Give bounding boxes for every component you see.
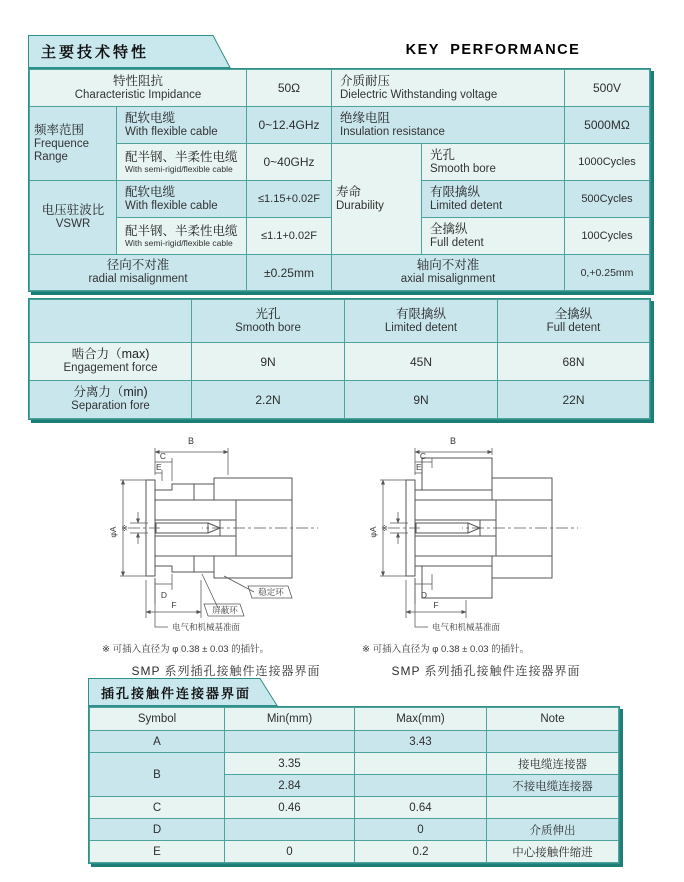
cell-en: With flexible cable xyxy=(125,199,218,212)
max-cell xyxy=(355,775,487,797)
force-value: 2.2N xyxy=(192,381,345,419)
cell-en: With flexible cable xyxy=(125,125,218,138)
table-row xyxy=(90,753,619,775)
min-cell: 3.35 xyxy=(225,753,355,775)
cell-zh: 有限擒纵 xyxy=(430,184,481,199)
cell-zh: 绝缘电阻 xyxy=(340,110,391,125)
spec-cell xyxy=(332,70,565,107)
spec-value: 500V xyxy=(565,70,650,107)
min-cell: 0 xyxy=(225,841,355,863)
spec-cell xyxy=(117,107,247,144)
interface-table xyxy=(89,707,619,863)
max-cell: 0 xyxy=(355,819,487,841)
col-header: Max(mm) xyxy=(355,708,487,731)
dim-label-d: D xyxy=(160,590,168,600)
interface-title: 插孔接触件连接器界面 xyxy=(101,685,252,701)
cell-en: Limited detent xyxy=(384,321,458,334)
cell-en: VSWR xyxy=(55,218,91,231)
spec-value: 500Cycles xyxy=(565,181,650,218)
spec-value: 5000MΩ xyxy=(565,107,650,144)
min-cell: 0.46 xyxy=(225,797,355,819)
force-value: 45N xyxy=(345,343,498,381)
cell-zh: 配软电缆 xyxy=(125,110,176,125)
dim-label-b: B xyxy=(187,436,195,446)
connector-cross-section-right xyxy=(356,428,616,633)
cell-zh: 特性阻抗 xyxy=(112,73,163,88)
connector-drawing-right-block xyxy=(356,428,616,679)
spec-value: ≤1.1+0.02F xyxy=(247,218,332,255)
spec-value: 0~40GHz xyxy=(247,144,332,181)
col-header xyxy=(345,300,498,343)
max-cell: 0.2 xyxy=(355,841,487,863)
table-row xyxy=(90,841,619,863)
dim-label-e: E xyxy=(156,462,162,472)
max-cell xyxy=(355,753,487,775)
spec-cell xyxy=(332,144,422,255)
spec-table-wrap xyxy=(28,68,651,292)
note-cell: 中心接触件缩进 xyxy=(487,841,619,863)
cell-en: Smooth bore xyxy=(430,162,496,175)
cell-zh: 全擒纵 xyxy=(430,221,468,236)
drawing-note: ※ 可插入直径为 φ 0.38 ± 0.03 的插针。 xyxy=(102,644,270,655)
stabilizer-ring-label: 稳定环 xyxy=(258,587,284,597)
table-row xyxy=(90,731,619,753)
drawing-caption: SMP 系列插孔接触件连接器界面 xyxy=(131,664,321,678)
cell-zh: 频率范围 xyxy=(34,122,85,137)
spec-cell xyxy=(332,107,565,144)
table-row xyxy=(30,300,650,343)
force-table-wrap xyxy=(28,298,651,420)
spec-cell xyxy=(422,144,565,181)
dim-label-c: C xyxy=(419,451,427,461)
cell-zh: 介质耐压 xyxy=(340,73,391,88)
row-header xyxy=(30,343,192,381)
cell-en: Full detent xyxy=(430,236,484,249)
symbol-cell: B xyxy=(90,753,225,797)
cell-zh: 配半钢、半柔性电缆 xyxy=(125,149,238,164)
spec-cell xyxy=(30,181,117,255)
dim-label-star: ※ xyxy=(121,524,128,533)
table-row xyxy=(90,797,619,819)
cell-en: With semi-rigid/flexible cable xyxy=(125,237,233,248)
force-table xyxy=(29,299,650,419)
cell-en: axial misalignment xyxy=(400,273,496,286)
cell-en: Engagement force xyxy=(63,362,158,375)
cell-en: With semi-rigid/flexible cable xyxy=(125,163,233,174)
dim-label-f: F xyxy=(171,600,177,610)
cell-zh: 配软电缆 xyxy=(125,184,176,199)
cell-en: Dielectric Withstanding voltage xyxy=(340,88,498,101)
cell-zh: 光孔 xyxy=(430,147,456,162)
dim-label-phi-a: φA xyxy=(108,526,118,538)
symbol-cell: E xyxy=(90,841,225,863)
drawing-caption: SMP 系列插孔接触件连接器界面 xyxy=(391,664,581,678)
spec-cell xyxy=(422,218,565,255)
cell-zh: 电压驻波比 xyxy=(41,203,105,218)
table-row xyxy=(90,708,619,731)
force-value: 9N xyxy=(192,343,345,381)
col-header xyxy=(498,300,650,343)
table-row xyxy=(30,343,650,381)
dim-label-star: ※ xyxy=(381,524,388,533)
dim-label-phi-a: φA xyxy=(368,526,378,538)
cell-zh: 配半钢、半柔性电缆 xyxy=(125,223,238,238)
cell-zh: 轴向不对准 xyxy=(416,258,480,273)
drawing-note: ※ 可插入直径为 φ 0.38 ± 0.03 的插针。 xyxy=(362,644,530,655)
table-row xyxy=(30,70,650,107)
row-header xyxy=(30,381,192,419)
min-cell: 2.84 xyxy=(225,775,355,797)
col-header: Min(mm) xyxy=(225,708,355,731)
dim-label-f: F xyxy=(433,600,439,610)
col-header: Note xyxy=(487,708,619,731)
cell-zh: 分离力（min) xyxy=(73,385,148,400)
connector-drawing-left-block xyxy=(96,428,356,679)
cell-en: Full detent xyxy=(546,321,601,334)
cell-en: Frequence Range xyxy=(34,137,89,163)
table-row xyxy=(30,107,650,144)
key-performance-heading: KEY PERFORMANCE xyxy=(405,42,581,58)
note-cell xyxy=(487,797,619,819)
spec-cell xyxy=(117,218,247,255)
datum-plane-label: 电气和机械基准面 xyxy=(172,622,241,632)
cell-en: Limited detent xyxy=(430,199,503,212)
table-row xyxy=(30,144,650,181)
datum-plane-label: 电气和机械基准面 xyxy=(432,622,501,632)
note-cell: 接电缆连接器 xyxy=(487,753,619,775)
interface-title-tab xyxy=(88,678,278,706)
cell-zh: 有限擒纵 xyxy=(395,306,446,321)
symbol-cell: A xyxy=(90,731,225,753)
spec-table xyxy=(29,69,650,291)
cell-en: radial misalignment xyxy=(88,273,188,286)
col-header: Symbol xyxy=(90,708,225,731)
dim-label-d: D xyxy=(420,590,428,600)
spec-value: ±0.25mm xyxy=(247,255,332,291)
table-row xyxy=(90,819,619,841)
spec-cell xyxy=(30,70,247,107)
note-cell xyxy=(487,731,619,753)
interface-table-wrap xyxy=(88,706,620,864)
dim-label-c: C xyxy=(159,451,167,461)
symbol-cell: C xyxy=(90,797,225,819)
max-cell: 3.43 xyxy=(355,731,487,753)
spec-cell xyxy=(422,181,565,218)
force-value: 9N xyxy=(345,381,498,419)
cell-zh: 寿命 xyxy=(336,184,362,199)
spec-title: 主要技术特性 xyxy=(41,44,150,61)
connector-cross-section-left xyxy=(96,428,356,633)
dim-label-b: B xyxy=(449,436,457,446)
note-cell: 介质伸出 xyxy=(487,819,619,841)
cell-zh: 光孔 xyxy=(255,306,281,321)
min-cell xyxy=(225,731,355,753)
note-cell: 不接电缆连接器 xyxy=(487,775,619,797)
min-cell xyxy=(225,819,355,841)
table-row xyxy=(30,255,650,291)
cell-zh: 啮合力（max) xyxy=(71,347,150,362)
col-header xyxy=(192,300,345,343)
spec-cell xyxy=(30,107,117,181)
cell-en: Durability xyxy=(336,199,384,212)
spec-value: 100Cycles xyxy=(565,218,650,255)
spec-title-tab xyxy=(28,35,231,68)
max-cell: 0.64 xyxy=(355,797,487,819)
spec-value: 0~12.4GHz xyxy=(247,107,332,144)
cell-en: Characteristic Impidance xyxy=(74,88,202,101)
empty-cell xyxy=(30,300,192,343)
spec-cell xyxy=(30,255,247,291)
force-value: 68N xyxy=(498,343,650,381)
cell-zh: 全擒纵 xyxy=(554,306,593,321)
cell-zh: 径向不对准 xyxy=(106,258,170,273)
spec-cell xyxy=(117,181,247,218)
cell-en: Smooth bore xyxy=(235,321,301,334)
spec-value: 1000Cycles xyxy=(565,144,650,181)
dim-label-e: E xyxy=(416,462,422,472)
spec-cell xyxy=(332,255,565,291)
cell-en: Insulation resistance xyxy=(340,125,445,138)
cell-en: Separation fore xyxy=(71,400,150,413)
symbol-cell: D xyxy=(90,819,225,841)
spec-value: 0,+0.25mm xyxy=(565,255,650,291)
force-value: 22N xyxy=(498,381,650,419)
spec-value: ≤1.15+0.02F xyxy=(247,181,332,218)
spec-value: 50Ω xyxy=(247,70,332,107)
table-row xyxy=(30,381,650,419)
spec-cell xyxy=(117,144,247,181)
shield-ring-label: 屏蔽环 xyxy=(212,605,238,615)
